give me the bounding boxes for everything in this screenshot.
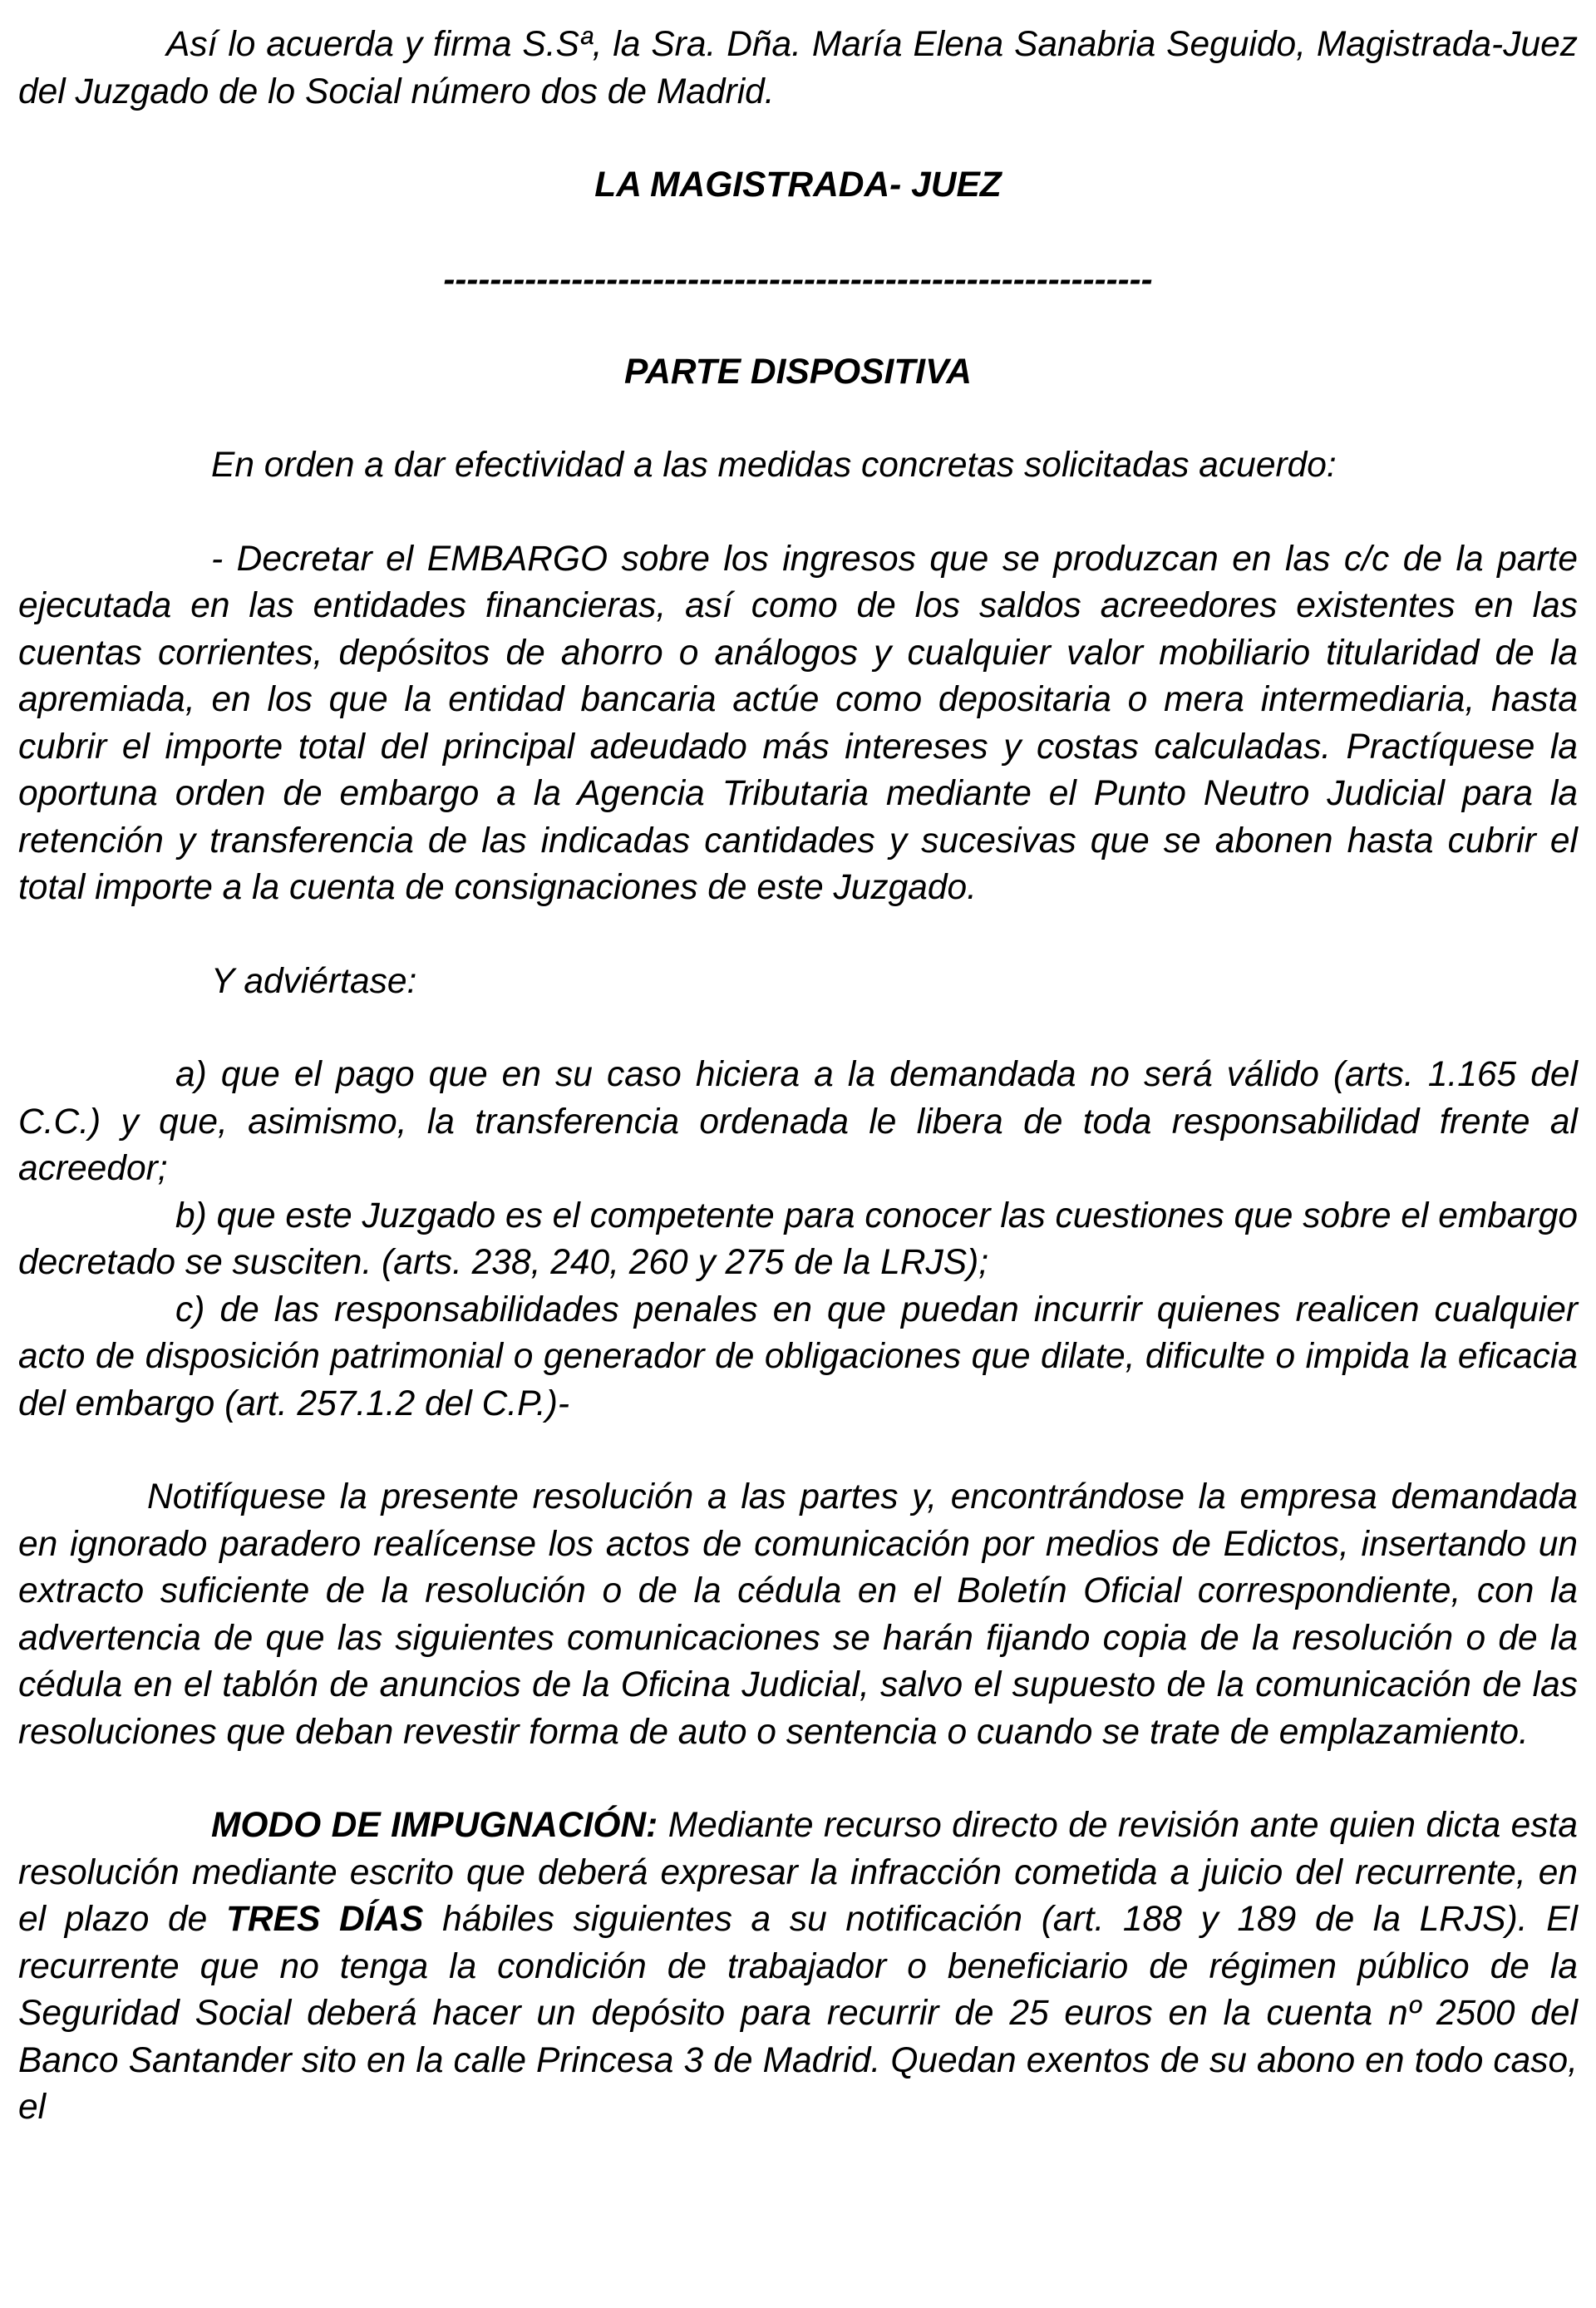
spacer <box>18 396 1578 442</box>
spacer <box>18 116 1578 162</box>
spacer <box>18 1005 1578 1052</box>
spacer <box>18 490 1578 536</box>
notification-paragraph: Notifíquese la presente resolución a las partes y, encontrándose la empresa demandada en ignorado paradero realícense los actos de comunicación por medios de Edictos, insertando un extracto suficiente de la resolución o de la cédula en el Boletín Oficial correspondiente, con la advertencia de que las siguientes comunicaciones se harán fijando copia de la resolución o de la cédula en el tablón de anuncios de la Oficina Judicial, salvo el supuesto de la comunicación de las resoluciones que deban revestir forma de auto o sentencia o cuando se trate de emplazamiento. <box>18 1477 1578 1752</box>
intro-paragraph: En orden a dar efectividad a las medidas concretas solicitadas acuerdo: <box>211 446 1337 485</box>
separator-line: ------------------------------------------------------------- <box>443 259 1153 298</box>
spacer <box>18 1428 1578 1474</box>
warning-intro: Y adviértase: <box>211 961 417 1001</box>
decree-paragraph: - Decretar el EMBARGO sobre los ingresos que se produzcan en las c/c de la parte ejecutada en las entidades financieras, así como de los saldos acreedores existentes en las cuentas corrientes, depósitos de ahorro o análogos y cualquier valor mobiliario titularidad de la apremiada, en los que la entidad bancaria actúe como depositaria o mera intermediaria, hasta cubrir el importe total del principal adeudado más intereses y costas calculadas. Practíquese la oportuna orden de embargo a la Agencia Tributaria mediante el Punto Neutro Judicial para la retención y transferencia de las indicadas cantidades y sucesivas que se abonen hasta cubrir el total importe a la cuenta de consignaciones de este Juzgado. <box>18 539 1578 907</box>
signer-title: LA MAGISTRADA- JUEZ <box>594 165 1002 205</box>
appeal-text-2: hábiles siguientes a su notificación (art. 188 y 189 de la LRJS). El recurrente que no tenga la condición de trabajador o beneficiario de régimen público de la Seguridad Social deberá hacer un depósito para recurrir de 25 euros en la cuenta nº 2500 del Banco Santander sito en la calle Princesa 3 de Madrid. Quedan exentos de su abono en todo caso, el <box>18 1900 1578 2127</box>
appeal-paragraph <box>18 1803 1578 2132</box>
appeal-text-1: Mediante recurso directo de revisión ante quien dicta esta resolución mediante escrito que deberá expresar la infracción cometida a juicio del recurrente, en el plazo de <box>18 1806 1578 1939</box>
spacer <box>18 210 1578 256</box>
spacer <box>18 912 1578 959</box>
warning-b: b) que este Juzgado es el competente para conocer las cuestiones que sobre el embargo decretado se susciten. (arts. 238, 240, 260 y 275 de la LRJS); <box>18 1196 1578 1282</box>
spacer <box>18 303 1578 349</box>
warning-c: c) de las responsabilidades penales en que puedan incurrir quienes realicen cualquier acto de disposición patrimonial o generador de obligaciones que dilate, dificulte o impida la eficacia del embargo (art. 257.1.2 del C.P.)- <box>18 1290 1578 1423</box>
spacer <box>18 1756 1578 1803</box>
warning-a: a) que el pago que en su caso hiciera a la demandada no será válido (arts. 1.165 del C.C.) y que, asimismo, la transferencia ordenada le libera de toda responsabilidad frente al acreedor; <box>18 1055 1578 1188</box>
appeal-deadline: TRES DÍAS <box>225 1900 424 1939</box>
appeal-label: MODO DE IMPUGNACIÓN: <box>211 1806 658 1845</box>
signature-paragraph: Así lo acuerda y firma S.Sª, la Sra. Dña. María Elena Sanabria Seguido, Magistrada-Juez del Juzgado de lo Social número dos de Madrid. <box>18 25 1578 111</box>
section-title: PARTE DISPOSITIVA <box>624 352 972 392</box>
